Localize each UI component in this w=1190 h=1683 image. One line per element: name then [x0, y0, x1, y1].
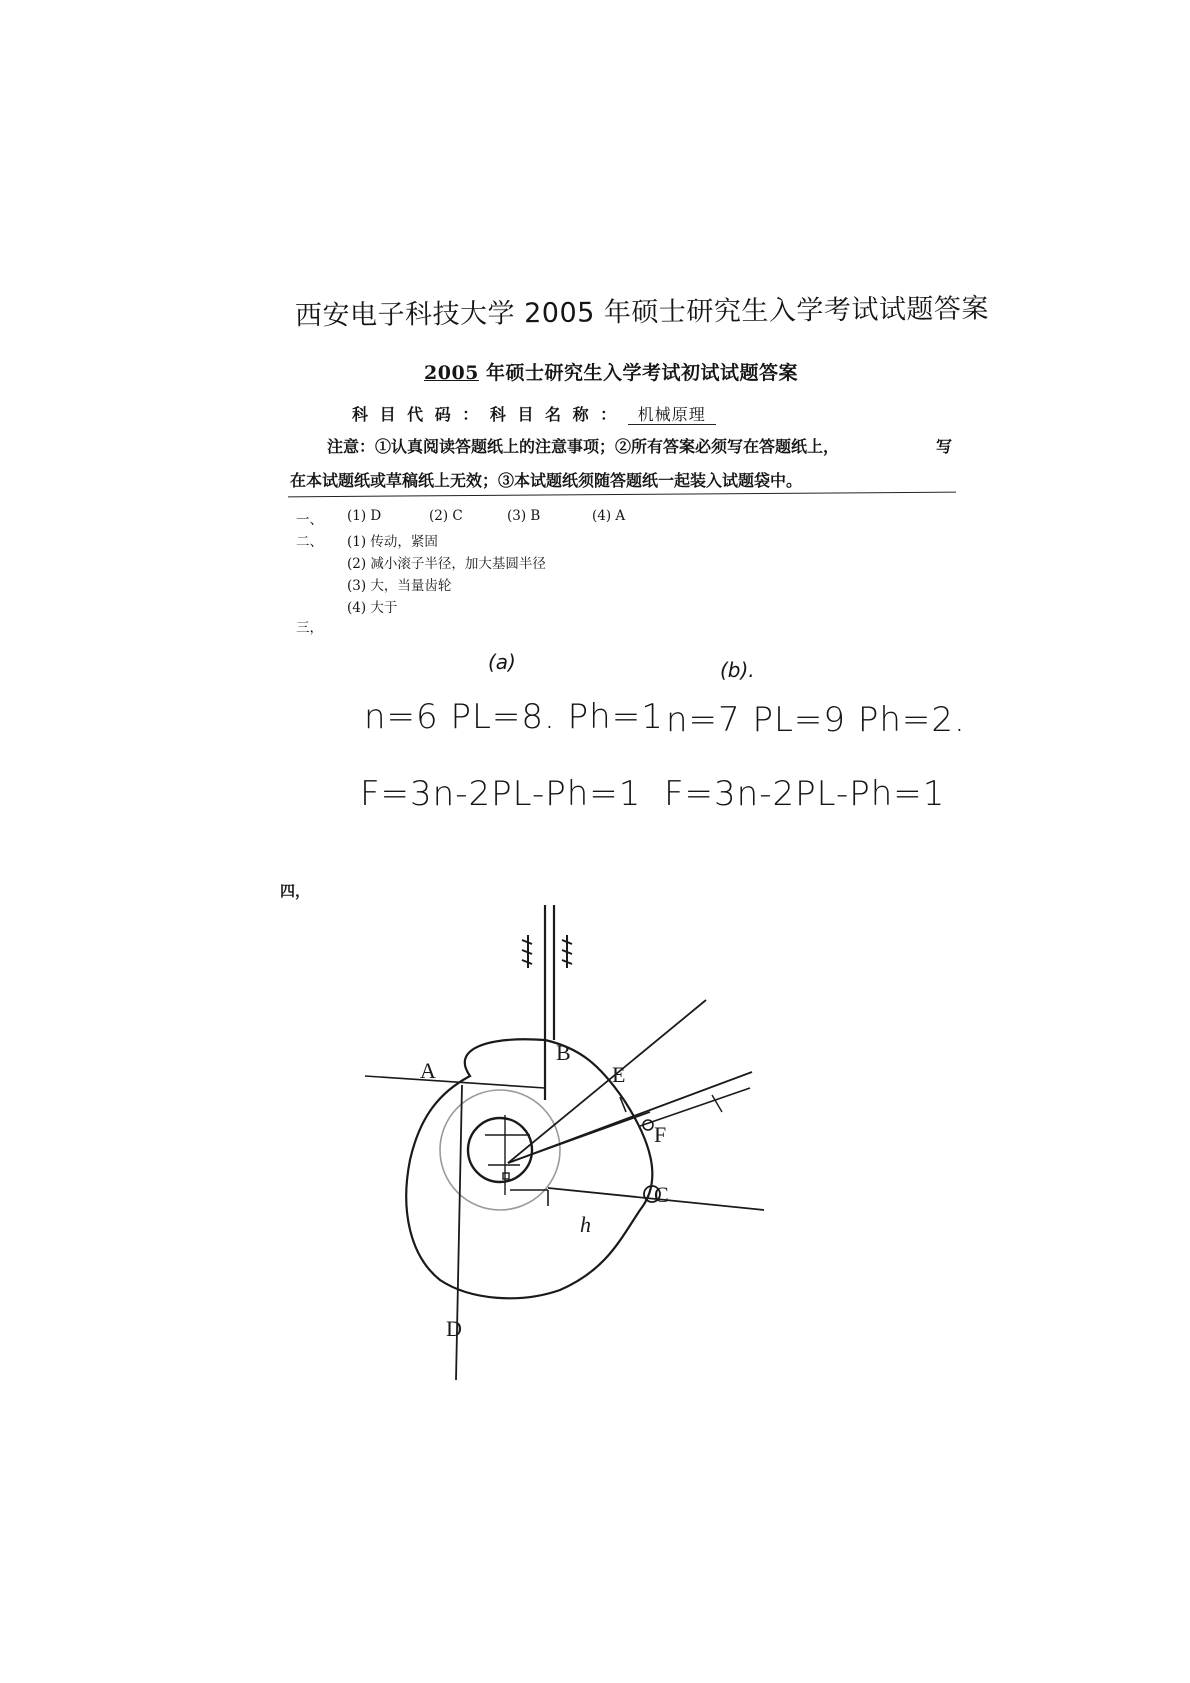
- section-one-item: (3) B: [507, 508, 541, 524]
- section-four-label: 四，: [280, 882, 311, 900]
- subject-name-label: 科 目 名 称 ：: [489, 405, 620, 424]
- centre-mark: [503, 1173, 509, 1179]
- note-line-1: 注意：①认真阅读答题纸上的注意事项；②所有答案必须写在答题纸上，: [327, 437, 840, 456]
- subject-name-value: 机械原理: [628, 405, 716, 425]
- part-a-tag: (a): [488, 650, 516, 674]
- subtitle-year: 2005: [424, 362, 479, 384]
- section-two-item: (4) 大于: [347, 600, 398, 616]
- section-one-label: 一、: [296, 512, 323, 528]
- section-two-item: (1) 传动，紧固: [347, 534, 438, 550]
- point-e-label: E: [612, 1062, 626, 1087]
- part-b-tag: (b).: [720, 658, 755, 682]
- point-c-label: C: [654, 1182, 669, 1207]
- point-b-label: B: [556, 1040, 571, 1065]
- part-b-counts: n=7 PL=9 Ph=2.: [666, 700, 966, 740]
- subject-code-label: 科 目 代 码 ：: [352, 405, 482, 424]
- part-a-formula: F=3n-2PL-Ph=1: [360, 774, 642, 814]
- point-d-label: D: [446, 1316, 462, 1341]
- section-two-item: (2) 减小滚子半径，加大基圆半径: [347, 556, 546, 572]
- section-three-label: 三，: [296, 620, 323, 636]
- section-one-item: (4) A: [592, 508, 626, 524]
- point-f-label: F: [654, 1122, 667, 1147]
- part-a-counts: n=6 PL=8. Ph=1: [364, 697, 664, 737]
- ray-e: [508, 1000, 706, 1163]
- part-b-formula: F=3n-2PL-Ph=1: [664, 774, 946, 814]
- subtitle-text: 年硕士研究生入学考试初试试题答案: [478, 362, 799, 384]
- section-one-item: (1) D: [347, 508, 382, 524]
- point-a-label: A: [420, 1058, 436, 1083]
- section-one-item: (2) C: [429, 508, 463, 524]
- note-line-2: 在本试题纸或草稿纸上无效；③本试题纸须随答题纸一起装入试题袋中。: [290, 471, 803, 490]
- guide-hatch: [522, 935, 572, 968]
- point-h-label: h: [580, 1212, 591, 1237]
- section-two-item: (3) 大，当量齿轮: [347, 578, 452, 594]
- note-line-1-end: 写: [936, 437, 953, 456]
- section-two-label: 二、: [296, 534, 323, 550]
- document-title: 西安电子科技大学 2005 年硕士研究生入学考试试题答案: [294, 293, 990, 332]
